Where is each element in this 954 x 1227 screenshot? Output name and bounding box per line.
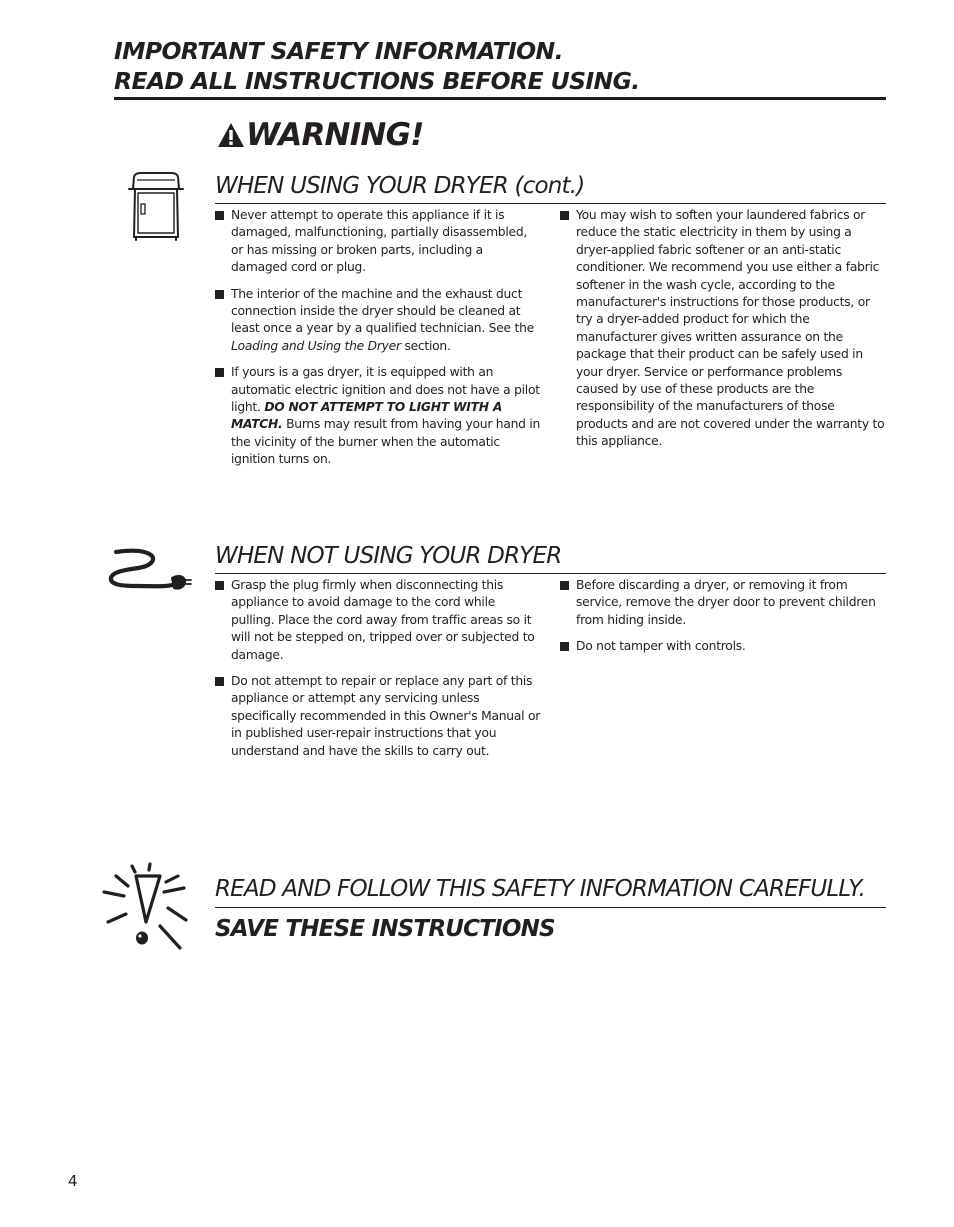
section-heading-not-using: WHEN NOT USING YOUR DRYER: [215, 543, 562, 569]
closing-heading: READ AND FOLLOW THIS SAFETY INFORMATION CAREFULLY.: [215, 876, 866, 902]
page-number: 4: [68, 1172, 78, 1190]
not-using-left-column: [215, 577, 541, 769]
list-item: [215, 286, 541, 356]
header-line-1: IMPORTANT SAFETY INFORMATION.: [114, 37, 563, 65]
bullet-text: Do not attempt to repair or replace any part of this appliance or attempt any servicing unless specifically recommended in this Owner's Manual or in published user-repair instructions that you understand and have the skills to carry out.: [231, 674, 541, 758]
bullet-square: [215, 581, 224, 590]
warning-title-text: WARNING!: [246, 117, 424, 153]
warning-triangle-icon: [217, 122, 245, 148]
section-divider-not-using: [215, 573, 886, 574]
list-item: [215, 364, 541, 468]
emphasis-warning: DO NOT ATTEMPT TO LIGHT WITH A MATCH.: [231, 400, 503, 432]
bullet-square: [215, 677, 224, 686]
bullet-square: [560, 581, 569, 590]
header-line-2: READ ALL INSTRUCTIONS BEFORE USING.: [114, 67, 640, 95]
bullet-text: If yours is a gas dryer, it is equipped with an automatic electric ignition and does not have a pilot light. DO NOT ATTEMPT TO LIGHT WITH A MATCH. Burns may result from having your hand in the vicinity of the burner when the automatic ignition turns on.: [231, 365, 541, 467]
list-item: [560, 638, 888, 655]
list-item: [215, 673, 541, 760]
bullet-text: The interior of the machine and the exhaust duct connection inside the dryer should be cleaned at least once a year by a qualified technician. See the Loading and Using the Dryer section.: [231, 286, 534, 353]
bullet-text: Before discarding a dryer, or removing it from service, remove the dryer door to prevent children from hiding inside.: [576, 578, 876, 627]
bullet-text: Do not tamper with controls.: [576, 639, 746, 654]
closing-divider: [215, 907, 886, 908]
list-item: [560, 577, 888, 629]
header-divider: [114, 97, 886, 100]
list-item: [215, 577, 541, 664]
bullet-text: Grasp the plug firmly when disconnecting this appliance to avoid damage to the cord while pulling. Place the cord away from traffic areas so it will not be stepped on, tripped over or subjected to damage.: [231, 578, 535, 662]
using-right-column: [560, 207, 888, 460]
manual-section-reference: Loading and Using the Dryer: [231, 338, 401, 353]
bullet-square: [560, 211, 569, 220]
save-instructions-heading: SAVE THESE INSTRUCTIONS: [215, 916, 555, 942]
bullet-square: [215, 290, 224, 299]
list-item: [215, 207, 541, 277]
power-cord-plug-icon: [108, 548, 192, 592]
list-item: [560, 207, 888, 451]
warning-heading: [217, 116, 424, 154]
not-using-right-column: [560, 577, 888, 665]
page-header: [114, 36, 874, 96]
exclamation-alert-icon: [100, 862, 196, 952]
using-left-column: [215, 207, 541, 478]
bullet-text: Never attempt to operate this appliance if it is damaged, malfunctioning, partially disassembled, or has missing or broken parts, including a damaged cord or plug.: [231, 208, 528, 275]
section-heading-using: WHEN USING YOUR DRYER (cont.): [215, 173, 585, 199]
bullet-text: You may wish to soften your laundered fabrics or reduce the static electricity in them by using a dryer-applied fabric softener or an anti-static conditioner. We recommend you use either a fabric softener in the wash cycle, according to the manufacturer's instructions for those products, or try a dryer-added product for which the manufacturer gives written assurance on the package that their product can be safely used in your dryer. Service or performance problems caused by use of these products are the responsibility of the manufacturers of those products and are not covered under the warranty to this appliance.: [576, 208, 885, 449]
bullet-square: [215, 211, 224, 220]
bullet-square: [560, 642, 569, 651]
dryer-icon: [127, 171, 185, 243]
bullet-square: [215, 368, 224, 377]
section-divider-using: [215, 203, 886, 204]
